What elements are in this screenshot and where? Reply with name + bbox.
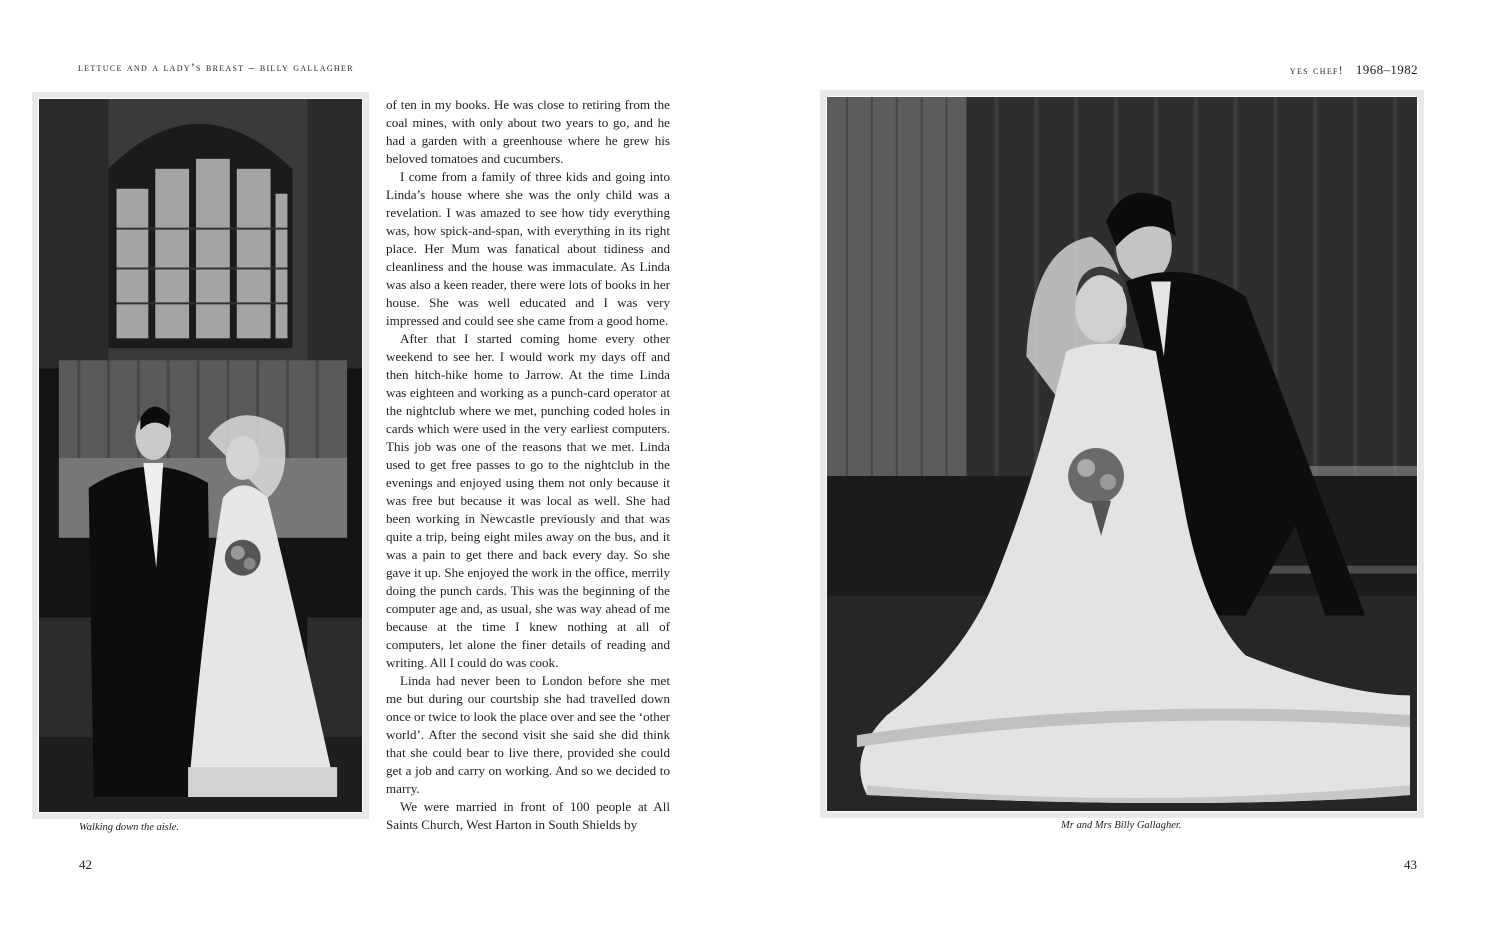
aisle-photo-caption: Walking down the aisle. [79, 822, 179, 833]
couple-photo-image [827, 97, 1417, 811]
couple-photo-caption: Mr and Mrs Billy Gallagher. [1061, 820, 1182, 831]
running-head-right [1290, 62, 1418, 78]
body-text [386, 96, 670, 834]
aisle-photo [38, 98, 363, 813]
aisle-photo-frame [32, 92, 369, 819]
running-head-years: 1968–1982 [1355, 62, 1418, 77]
paragraph: Linda had never been to London before she met me but during our courtship she had travelled down once or twice to look the place over and see the ‘other world’. After the second visit she said she did think that she could bear to live there, provided she could get a job and carry on working. And so we decided to marry. [386, 673, 670, 796]
running-head-title: yes chef! [1289, 65, 1344, 77]
paragraph: of ten in my books. He was close to retiring from the coal mines, with only about two years to go, and he had a garden with a greenhouse where he grew his beloved tomatoes and cucumbers. [386, 97, 670, 166]
paragraph: After that I started coming home every other weekend to see her. I would work my days off and then hitch-hike home to Jarrow. At the time Linda was eighteen and working as a punch-card operator at the nightclub where we met, punching coded holes in cards which were used in the very earliest computers. This job was one of the reasons that we met. Linda used to get free passes to go to the nightclub in the evenings and enjoyed using them not only because it was free but because it was local as well. She had been working in Newcastle previously and that was quite a trip, being eight miles away on the bus, and it was a pain to get there and back every day. So she gave it up. She enjoyed the work in the office, merrily doing the punch cards. This was the beginning of the computer age and, as usual, she was way ahead of me because at the time I knew nothing at all of computers, let alone the finer details of reading and writing. All I could do was cook. [386, 331, 670, 670]
couple-photo-frame [820, 90, 1424, 818]
page-number-right: 43 [1404, 857, 1417, 872]
right-page [748, 0, 1496, 925]
aisle-photo-image [39, 99, 362, 812]
paragraph: We were married in front of 100 people at All Saints Church, West Harton in South Shields by [386, 799, 670, 832]
page-number-left: 42 [79, 857, 92, 872]
couple-photo [826, 96, 1418, 812]
running-head-left: lettuce and a lady’s breast – billy gallagher [78, 62, 354, 74]
paragraph: I come from a family of three kids and going into Linda’s house where she was the only child was a revelation. I was amazed to see how tidy everything was, how spick-and-span, with everything in its right place. Her Mum was fanatical about tidiness and cleanliness and the house was immaculate. As Linda was also a keen reader, there were lots of books in her house. She was well educated and I was very impressed and could see she came from a good home. [386, 169, 670, 328]
